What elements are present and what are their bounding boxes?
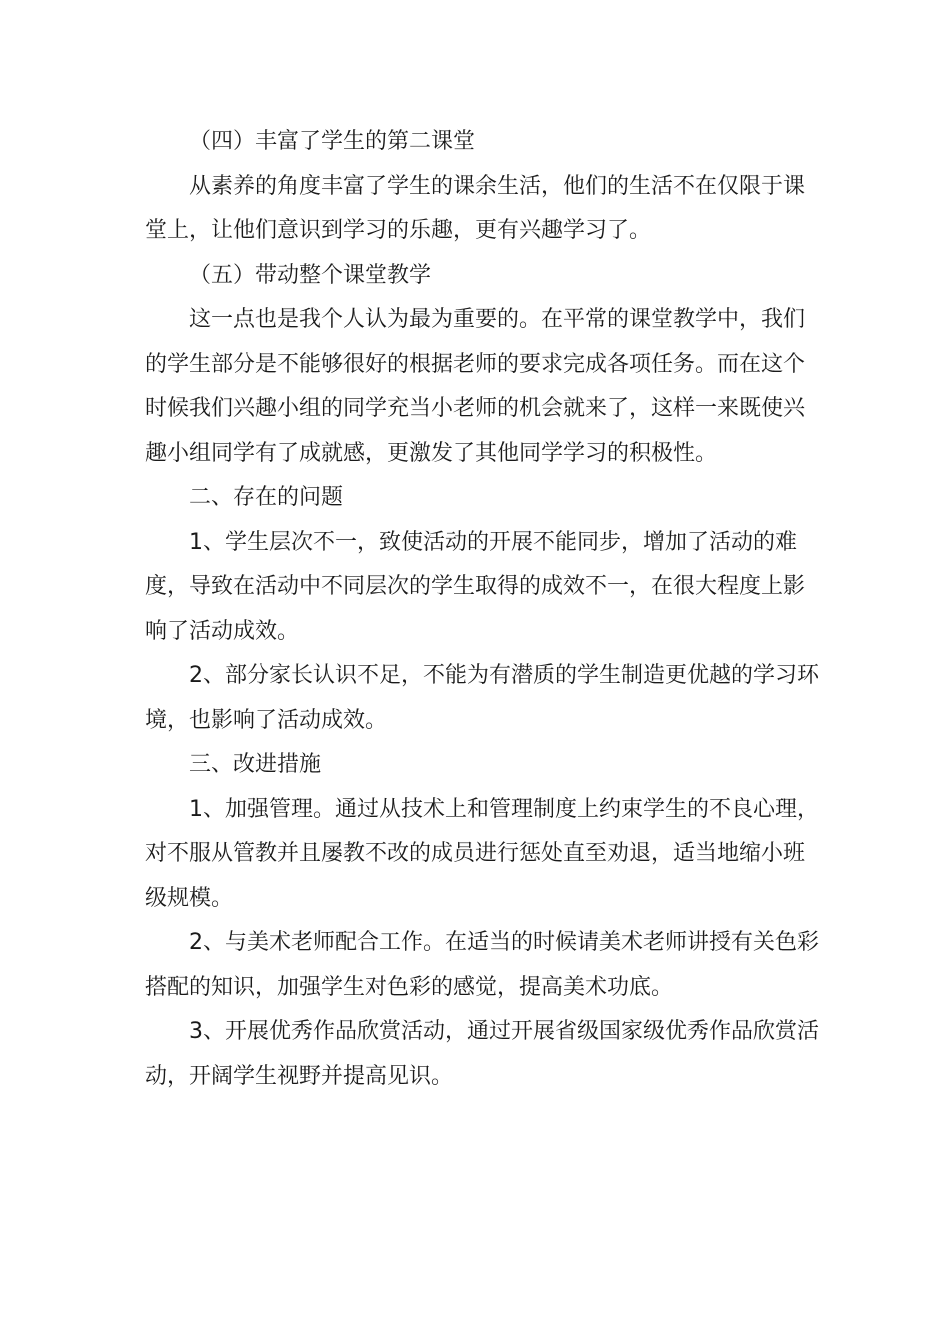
- list-item: 2、与美术老师配合工作。在适当的时候请美术老师讲授有关色彩搭配的知识，加强学生对色彩的感觉，提高美术功底。: [145, 930, 819, 1000]
- section-heading-improvements: 三、改进措施: [189, 752, 322, 777]
- section-heading-4: （四）丰富了学生的第二课堂: [189, 129, 476, 154]
- section-heading-5: （五）带动整个课堂教学: [189, 262, 432, 288]
- list-item: 1、学生层次不一，致使活动的开展不能同步，增加了活动的难度，导致在活动中不同层次的学生取得的成效不一，在很大程度上影响了活动成效。: [145, 529, 806, 644]
- list-item: 3、开展优秀作品欣赏活动，通过开展省级国家级优秀作品欣赏活动，开阔学生视野并提高见识。: [145, 1019, 819, 1089]
- section-heading-problems: 二、存在的问题: [189, 485, 344, 510]
- list-item: 1、加强管理。通过从技术上和管理制度上约束学生的不良心理，对不服从管教并且屡教不改的成员进行惩处直至劝退，适当地缩小班级规模。: [145, 796, 819, 911]
- list-item: 2、部分家长认识不足，不能为有潜质的学生制造更优越的学习环境，也影响了活动成效。: [145, 663, 819, 733]
- body-paragraph: 从素养的角度丰富了学生的课余生活，他们的生活不在仅限于课堂上，让他们意识到学习的乐趣，更有兴趣学习了。: [145, 173, 806, 243]
- document-body: [145, 120, 825, 1099]
- body-paragraph: 这一点也是我个人认为最为重要的。在平常的课堂教学中，我们的学生部分是不能够很好的根据老师的要求完成各项任务。而在这个时候我们兴趣小组的同学充当小老师的机会就来了，这样一来既使兴趣小组同学有了成就感，更激发了其他同学学习的积极性。: [145, 307, 806, 466]
